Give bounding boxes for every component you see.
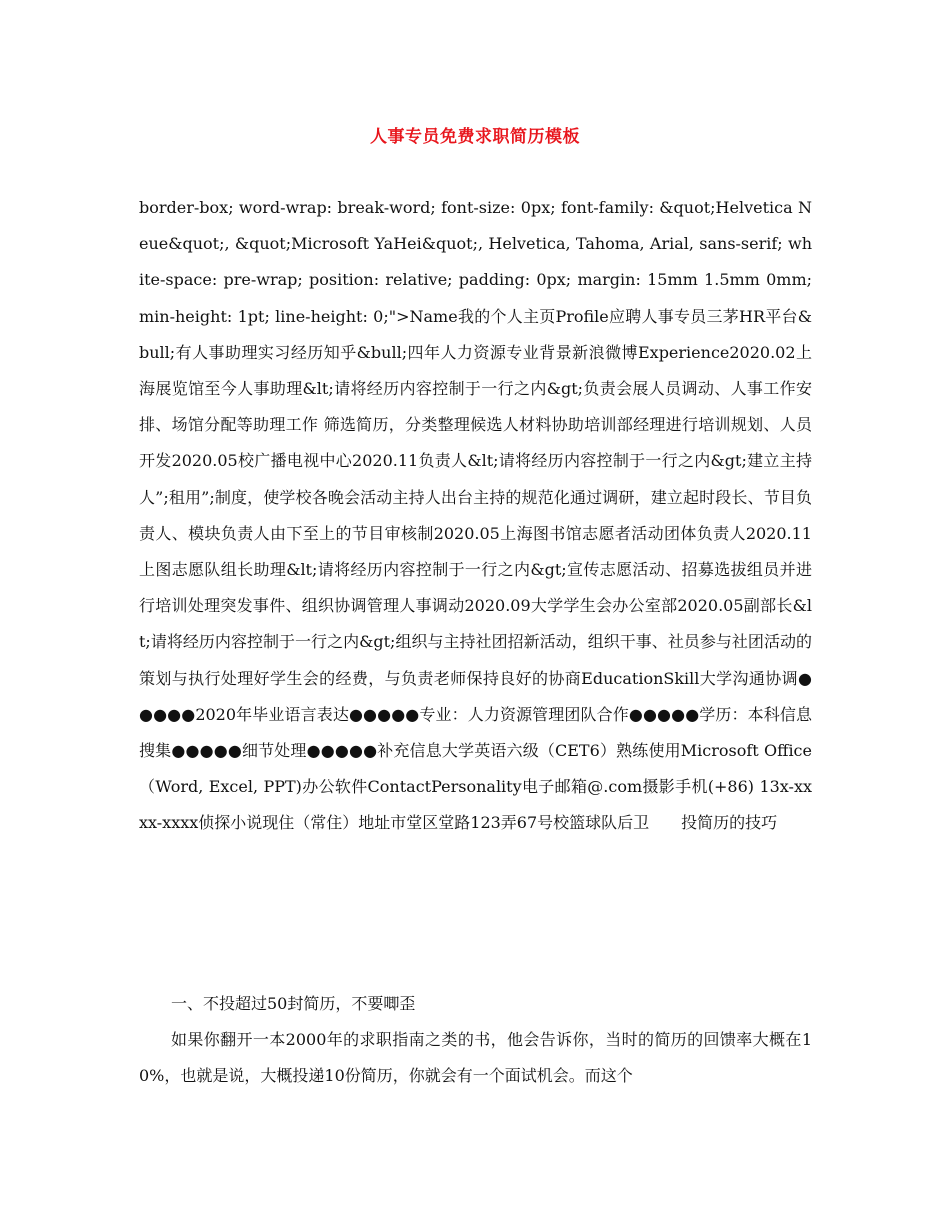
document-title: 人事专员免费求职简历模板 (370, 127, 580, 147)
resume-body-text: border-box; word-wrap: break-word; font-size: 0px; font-family: &quot;Helvetica Neue&quot;, &quot;Microsoft YaHei&quot;, Helvetica, Tahoma, Arial, sans-serif; white-space: pre-wrap; position: relative; padding: 0px; margin: 15mm 1.5mm 0mm; min-height: 1pt; line-height: 0;">Name我的个人主页Profile应聘人事专员三茅HR平台&bull;有人事助理实习经历知乎&bull;四年人力资源专业背景新浪微博Experience2020.02上海展览馆至今人事助理&lt;请将经历内容控制于一行之内&gt;负责会展人员调动、人事工作安排、场馆分配等助理工作 筛选简历，分类整理候选人材料协助培训部经理进行培训规划、人员开发2020.05校广播电视中心2020.11负责人&lt;请将经历内容控制于一行之内&gt;建立主持人”;租用”;制度，使学校各晚会活动主持人出台主持的规范化通过调研，建立起时段长、节目负责人、模块负责人由下至上的节目审核制2020.05上海图书馆志愿者活动团体负责人2020.11上图志愿队组长助理&lt;请将经历内容控制于一行之内&gt;宣传志愿活动、招募选拔组员并进行培训处理突发事件、组织协调管理人事调动2020.09大学学生会办公室部2020.05副部长&lt;请将经历内容控制于一行之内&gt;组织与主持社团招新活动，组织干事、社员参与社团活动的策划与执行处理好学生会的经费，与负责老师保持良好的协商EducationSkill大学沟通协调●●●●●2020年毕业语言表达●●●●●专业：人力资源管理团队合作●●●●●学历：本科信息搜集●●●●●细节处理●●●●●补充信息大学英语六级（CET6）熟练使用Microsoft Office（Word, Excel, PPT)办公软件ContactPersonality电子邮箱@.com摄影手机(+86) 13x-xxxx-xxxx侦探小说现住（常住）地址市堂区堂路123弄67号校篮球队后卫 投简历的技巧 (139, 198, 812, 833)
paragraph-tip-heading: 一、不投超过50封简历，不要唧歪 (171, 994, 416, 1013)
paragraph-tip-body: 如果你翻开一本2000年的求职指南之类的书，他会告诉你，当时的简历的回馈率大概在10%，也就是说，大概投递10份简历，你就会有一个面试机会。而这个 (139, 1030, 812, 1086)
